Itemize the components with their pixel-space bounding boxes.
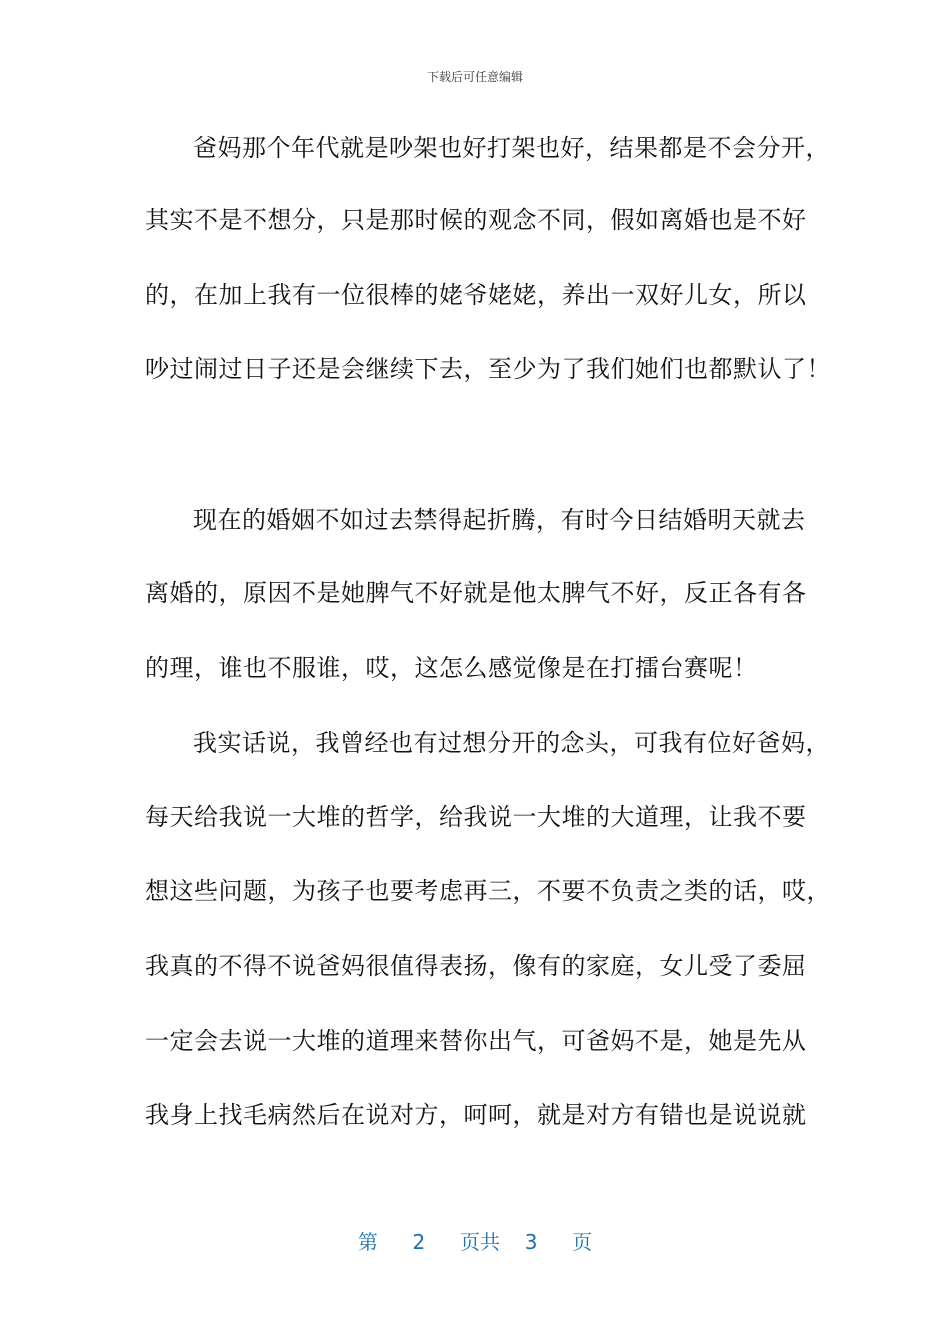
paragraph-1-line-3: 的，在加上我有一位很棒的姥爷姥姥，养出一双好儿女，所以	[145, 281, 807, 309]
footer-ye-gong: 页共	[460, 1230, 500, 1254]
paragraph-3-line-2: 每天给我说一大堆的哲学，给我说一大堆的大道理，让我不要	[145, 803, 807, 831]
paragraph-3-line-3: 想这些问题，为孩子也要考虑再三，不要不负责之类的话，哎，	[145, 877, 831, 905]
footer-di: 第	[357, 1230, 378, 1254]
footer-total-pages: 3	[524, 1230, 538, 1254]
footer-ye: 页	[572, 1230, 593, 1254]
page-header-note: 下载后可任意编辑	[426, 70, 523, 84]
paragraph-3-line-1: 我实话说，我曾经也有过想分开的念头，可我有位好爸妈，	[193, 729, 830, 757]
paragraph-1-line-4: 吵过闹过日子还是会继续下去，至少为了我们她们也都默认了！	[145, 355, 831, 383]
page-footer	[0, 1226, 950, 1255]
paragraph-1-line-1: 爸妈那个年代就是吵架也好打架也好，结果都是不会分开，	[193, 134, 830, 162]
paragraph-1-line-2: 其实不是不想分，只是那时候的观念不同，假如离婚也是不好	[145, 206, 807, 234]
paragraph-3-line-6: 我身上找毛病然后在说对方，呵呵，就是对方有错也是说说就	[145, 1101, 807, 1129]
paragraph-3-line-4: 我真的不得不说爸妈很值得表扬，像有的家庭，女儿受了委屈	[145, 952, 807, 980]
footer-current-page: 2	[412, 1230, 426, 1254]
paragraph-2-line-1: 现在的婚姻不如过去禁得起折腾，有时今日结婚明天就去	[193, 506, 806, 534]
paragraph-2-line-3: 的理，谁也不服谁，哎，这怎么感觉像是在打擂台赛呢！	[145, 654, 758, 682]
paragraph-3-line-5: 一定会去说一大堆的道理来替你出气，可爸妈不是，她是先从	[145, 1027, 807, 1055]
paragraph-2-line-2: 离婚的，原因不是她脾气不好就是他太脾气不好，反正各有各	[145, 579, 807, 607]
